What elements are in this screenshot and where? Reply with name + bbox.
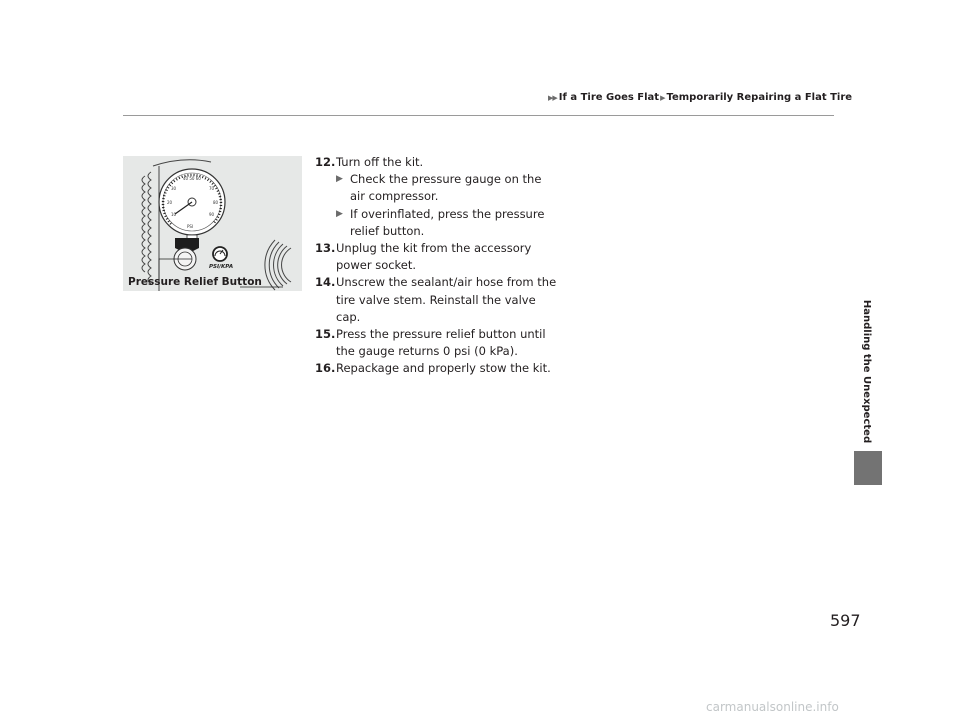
- step-text: Press the pressure relief button until the gauge returns 0 psi (0 kPa).: [336, 327, 546, 359]
- breadcrumb-item: If a Tire Goes Flat: [558, 92, 660, 103]
- step-text: Unplug the kit from the accessory power socket.: [336, 241, 532, 273]
- sub-step: [336, 206, 560, 240]
- svg-text:70: 70: [209, 186, 215, 191]
- pressure-gauge-illustration: [123, 156, 302, 291]
- step-number: 16.: [315, 361, 336, 376]
- step-text: Turn off the kit.: [336, 155, 424, 169]
- svg-text:20: 20: [167, 200, 173, 205]
- triangle-right-icon: ▶: [336, 174, 343, 185]
- triangle-right-icon: ▶: [552, 93, 558, 102]
- watermark: carmanualsonline.info: [706, 700, 839, 714]
- triangle-right-icon: ▶: [336, 208, 343, 219]
- svg-text:30: 30: [171, 186, 177, 191]
- breadcrumb-item: Temporarily Repairing a Flat Tire: [666, 92, 853, 103]
- breadcrumb: [548, 92, 853, 103]
- section-tab-marker: [854, 451, 882, 485]
- step-number: 14.: [315, 275, 336, 290]
- section-tab-label: [851, 296, 882, 446]
- air-compressor-drawing: [123, 156, 302, 291]
- gauge-unit-label: PSI/KPA: [209, 264, 234, 270]
- svg-text:10: 10: [171, 212, 177, 217]
- step-text: Repackage and properly stow the kit.: [336, 361, 551, 376]
- header-divider: [123, 115, 834, 116]
- triangle-right-icon: ▶: [660, 93, 666, 102]
- step-16: [315, 360, 560, 377]
- step-number: 12.: [315, 155, 336, 169]
- svg-text:40 50 60: 40 50 60: [183, 176, 201, 181]
- step-13: [315, 240, 560, 274]
- figure-caption: Pressure Relief Button: [128, 276, 262, 288]
- step-text: Unscrew the sealant/air hose from the tire valve stem. Reinstall the valve cap.: [336, 275, 557, 324]
- svg-text:80: 80: [213, 200, 219, 205]
- step-number: 13.: [315, 241, 336, 256]
- svg-text:PSI: PSI: [187, 224, 194, 229]
- sub-step-text: If overinflated, press the pressure relief button.: [350, 206, 545, 238]
- svg-text:90: 90: [209, 212, 215, 217]
- sub-step-text: Check the pressure gauge on the air compressor.: [350, 172, 542, 204]
- page-number: 597: [830, 611, 861, 630]
- step-15: [315, 326, 560, 360]
- step-14: [315, 274, 560, 326]
- triangle-right-icon: ▶: [548, 93, 554, 102]
- instruction-steps: [315, 154, 560, 378]
- sub-step: [336, 171, 560, 205]
- section-tab-text: Handling the Unexpected: [861, 299, 873, 443]
- section-tab: [851, 0, 882, 485]
- step-12: [315, 154, 560, 171]
- step-number: 15.: [315, 327, 336, 342]
